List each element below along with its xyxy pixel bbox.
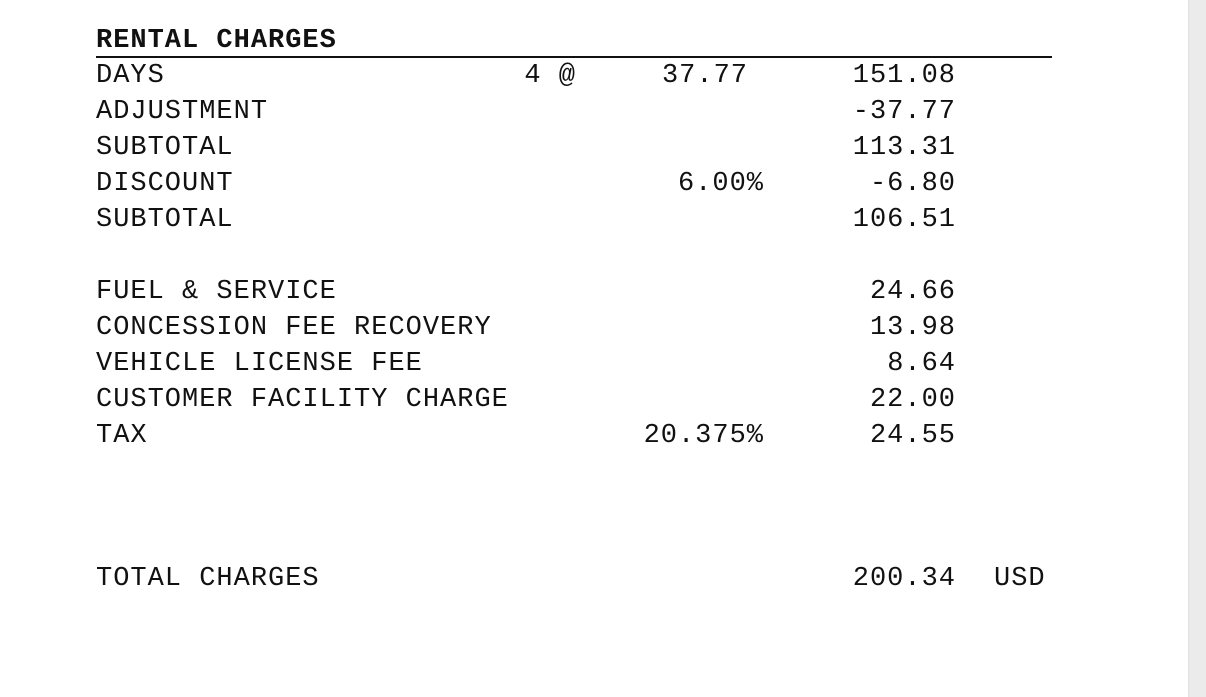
charge-label: SUBTOTAL xyxy=(96,205,234,235)
charge-label: TAX xyxy=(96,421,148,451)
charge-row-vehicle-license-fee xyxy=(0,348,1188,380)
charge-label: SUBTOTAL xyxy=(96,133,234,163)
charge-amount: 24.55 xyxy=(869,421,956,451)
charge-quantity: 4 @ xyxy=(524,61,576,91)
charge-row-tax xyxy=(0,420,1188,452)
charge-row-subtotal xyxy=(0,204,1188,236)
charge-row-subtotal xyxy=(0,132,1188,164)
charge-amount: 24.66 xyxy=(869,277,956,307)
charge-amount: 113.31 xyxy=(852,133,956,163)
charge-rate: 20.375% xyxy=(643,421,764,451)
charge-row-customer-facility xyxy=(0,384,1188,416)
charge-amount: -6.80 xyxy=(869,169,956,199)
section-divider xyxy=(96,56,1052,58)
charge-row-fuel-service xyxy=(0,276,1188,308)
charge-amount: 13.98 xyxy=(869,313,956,343)
charge-label: CUSTOMER FACILITY CHARGE xyxy=(96,385,509,415)
charge-rate: 37.77 xyxy=(661,61,748,91)
vertical-scrollbar[interactable] xyxy=(1188,0,1206,697)
charge-row-adjustment xyxy=(0,96,1188,128)
charge-amount: 8.64 xyxy=(887,349,956,379)
charge-amount: 22.00 xyxy=(869,385,956,415)
charge-label: DISCOUNT xyxy=(96,169,234,199)
total-charges-row xyxy=(0,563,1188,595)
charge-amount: 106.51 xyxy=(852,205,956,235)
charge-label: CONCESSION FEE RECOVERY xyxy=(96,313,492,343)
charge-label: DAYS xyxy=(96,61,165,91)
charge-label: VEHICLE LICENSE FEE xyxy=(96,349,423,379)
charge-rate: 6.00% xyxy=(677,169,764,199)
total-currency: USD xyxy=(994,564,1046,594)
charge-row-concession-fee xyxy=(0,312,1188,344)
section-title: RENTAL CHARGES xyxy=(96,26,337,56)
total-amount: 200.34 xyxy=(852,564,956,594)
charge-amount: 151.08 xyxy=(852,61,956,91)
charge-label: ADJUSTMENT xyxy=(96,97,269,127)
charge-amount: -37.77 xyxy=(852,97,956,127)
charge-label: FUEL & SERVICE xyxy=(96,277,337,307)
total-label: TOTAL CHARGES xyxy=(96,564,320,594)
charge-row-discount xyxy=(0,168,1188,200)
charge-row-days xyxy=(0,60,1188,92)
